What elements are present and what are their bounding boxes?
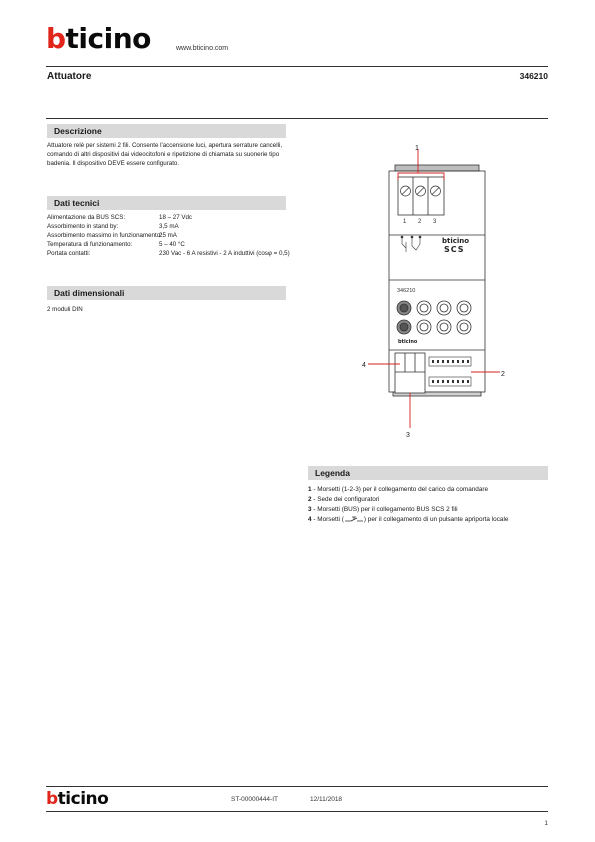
callout-1-bracket [398,149,444,180]
document-code: ST-00000444-IT [231,796,278,803]
terminal-label-1: 1 [403,219,407,225]
header-rule-bottom [46,118,548,119]
configurator-sockets [429,357,471,386]
page-title: Attuatore [47,71,92,82]
terminal-screws [401,186,441,196]
section-heading-descrizione: Descrizione [47,124,286,138]
legend-text: - Morsetti ( [311,516,344,524]
dimensions-text: 2 moduli DIN [47,306,83,313]
device-brand: bticino [442,237,470,245]
callout-3: 3 [406,432,410,439]
legend-item [308,496,379,503]
legend-text: - Morsetti (1-2-3) per il collegamento del carico da comandare [311,486,489,493]
relay-symbol [401,236,421,252]
spec-value: 230 Vac - 6 A resistivi - 2 A induttivi (cosφ = 0,5) [159,250,290,257]
spec-label: Portata contatti: [47,250,91,257]
terminal-label-3: 3 [433,219,437,225]
legend-text: - Sede dei configuratori [311,496,380,503]
legend-item [308,506,458,513]
legend-number: 4 [308,516,312,524]
section-heading-legenda: Legenda [308,466,548,480]
bus-terminals [395,353,425,393]
spec-label: Temperatura di funzionamento: [47,241,133,248]
section-heading-dati-tecnici: Dati tecnici [47,196,286,210]
header-rule-top [46,66,548,67]
brand-logo: bticino [46,22,151,55]
spec-value: 25 mA [159,232,177,239]
spec-value: 5 – 40 °C [159,241,185,248]
din-rail-top [395,165,479,171]
footer-rule-bottom [46,811,548,812]
spec-label: Alimentazione da BUS SCS: [47,214,126,221]
device-system-label: SCS [444,245,465,254]
legend-number: 3 [308,506,312,513]
page-number: 1 [544,820,548,827]
footer-brand-logo: bticino [46,789,109,809]
document-date: 12/11/2018 [310,796,343,803]
website-url: www.bticino.com [176,45,229,52]
legend-text: - Morsetti (BUS) per il collegamento BUS SCS 2 fili [311,506,458,513]
terminal-label-2: 2 [418,219,422,225]
pushbutton-symbol-icon [344,516,364,523]
legend-number: 2 [308,496,312,503]
device-buttons [397,301,471,334]
callout-2: 2 [501,371,505,378]
spec-value: 3,5 mA [159,223,179,230]
section-heading-dati-dimensionali: Dati dimensionali [47,286,286,300]
footer-rule-top [46,786,548,787]
callout-1: 1 [415,145,419,152]
device-diagram [360,140,520,440]
description-text: Attuatore relè per sistemi 2 fili. Consente l'accensione luci, apertura serrature cancelli, comando di altri dispositivi dai videocitofoni e ripetizione di chiamata su suonerie tipo badenia. Il dispositivo DEVE essere configurato. [47,142,283,167]
legend-item [308,516,508,523]
product-code: 346210 [519,71,548,81]
device-model-label: 346210 [397,288,416,294]
legend-text-after: ) per il collegamento di un pulsante apriporta locale [363,516,509,524]
spec-label: Assorbimento massimo in funzionamento: [47,232,162,239]
callout-4: 4 [362,362,366,369]
device-brand-small: bticino [398,339,418,345]
spec-label: Assorbimento in stand by: [47,223,119,230]
legend-number: 1 [308,486,312,493]
legend-item [308,486,488,493]
spec-value: 18 – 27 Vdc [159,214,193,221]
